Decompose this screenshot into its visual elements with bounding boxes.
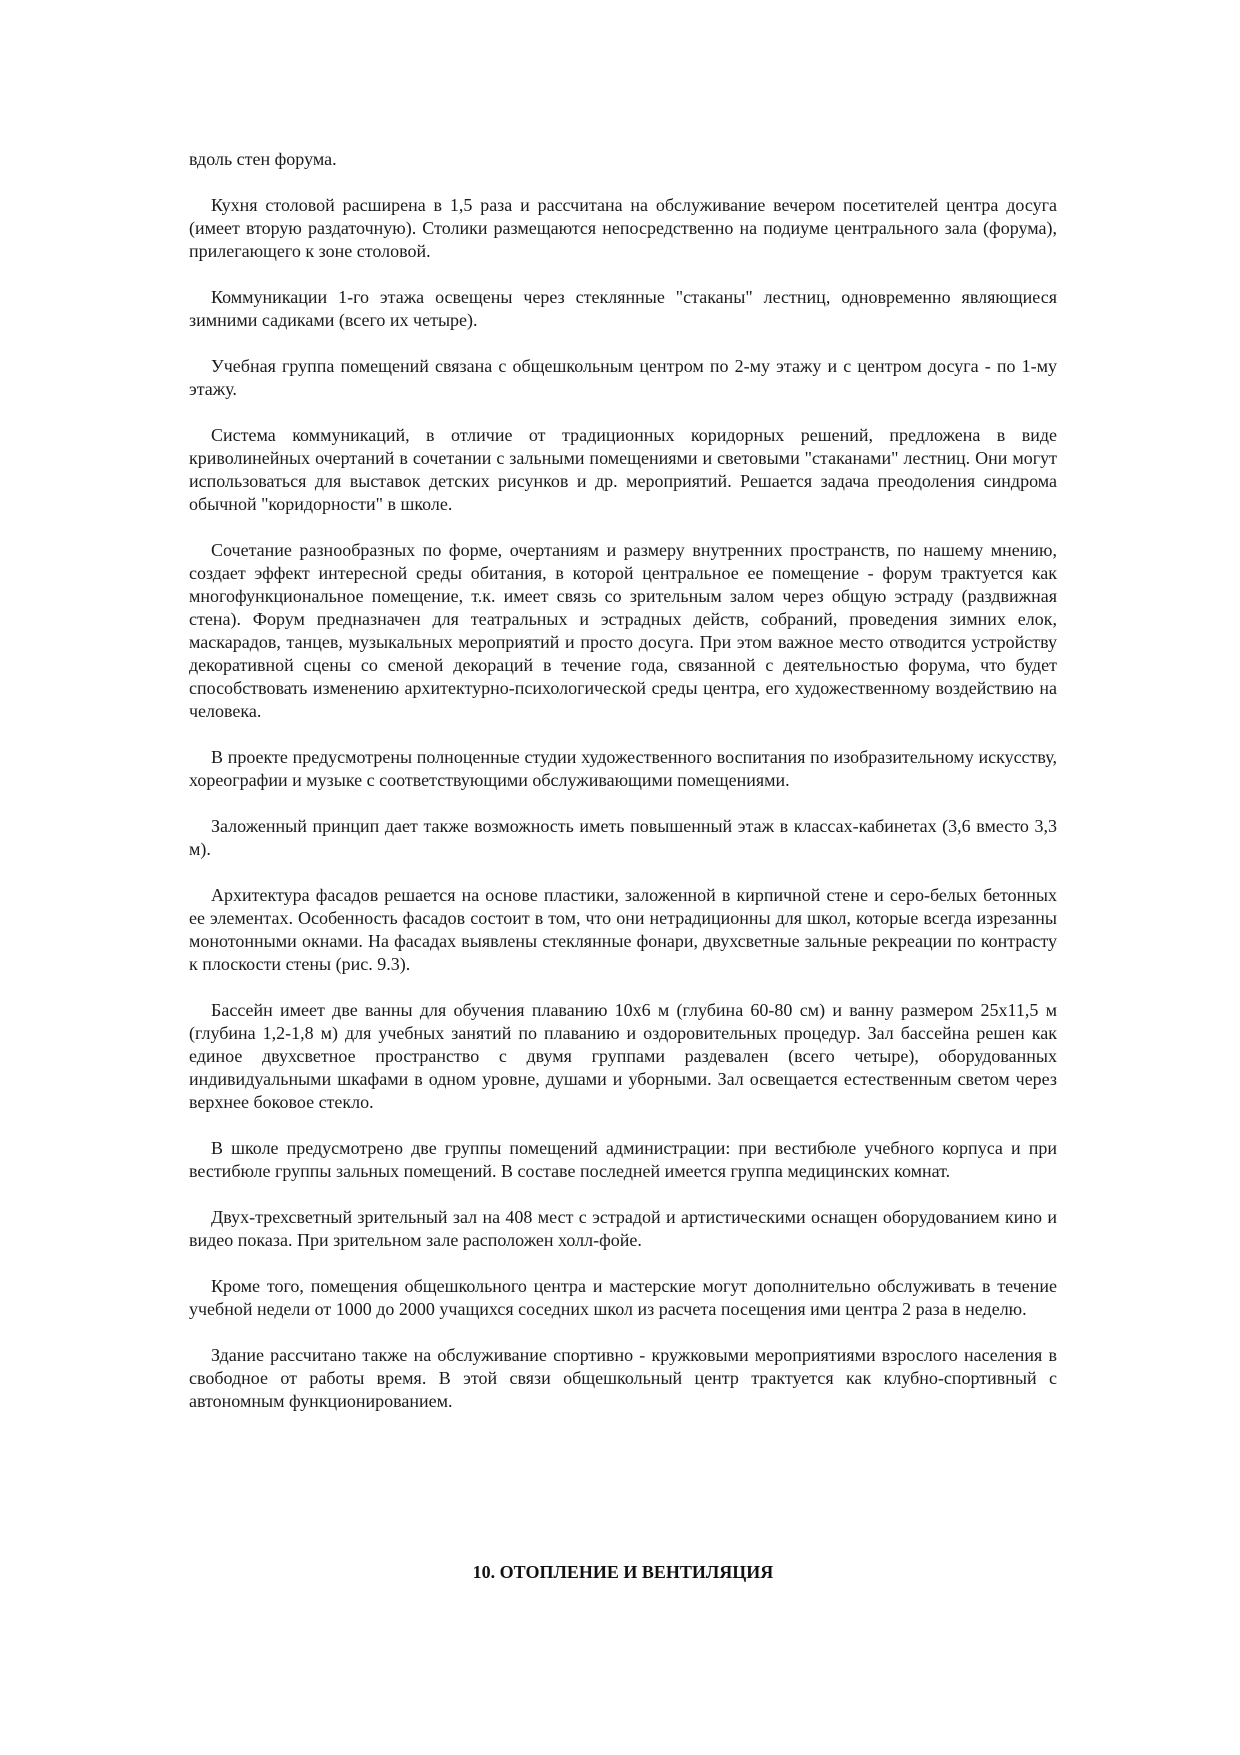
body-text	[189, 148, 1057, 1436]
paragraph-neighbor-schools: Кроме того, помещения общешкольного центра и мастерские могут дополнительно обслуживать в течение учебной недели от 1000 до 2000 учащихся соседних школ из расчета посещения ими центра 2 раза в неделю.	[189, 1276, 1057, 1319]
paragraph-continuation: вдоль стен форума.	[189, 149, 337, 169]
paragraph-auditorium: Двух-трехсветный зрительный зал на 408 мест с эстрадой и артистическими оснащен оборудованием кино и видео показа. При зрительном зале расположен холл-фойе.	[189, 1207, 1057, 1250]
section-heading: 10. ОТОПЛЕНИЕ И ВЕНТИЛЯЦИЯ	[472, 1562, 774, 1582]
paragraph-art-studios: В проекте предусмотрены полноценные студии художественного воспитания по изобразительному искусству, хореографии и музыке с соответствующими обслуживающими помещениями.	[189, 747, 1057, 790]
paragraph-kitchen: Кухня столовой расширена в 1,5 раза и рассчитана на обслуживание вечером посетителей центра досуга (имеет вторую раздаточную). Столики размещаются непосредственно на подиуме центрального зала (форума), прилегающего к зоне столовой.	[189, 195, 1057, 261]
paragraph-administration: В школе предусмотрено две группы помещений администрации: при вестибюле учебного корпуса и при вестибюле группы зальных помещений. В составе последней имеется группа медицинских комнат.	[189, 1138, 1057, 1181]
paragraph-adult-services: Здание рассчитано также на обслуживание спортивно - кружковыми мероприятиями взрослого населения в свободное от работы время. В этой связи общешкольный центр трактуется как клубно-спортивный с автономным функционированием.	[189, 1345, 1057, 1411]
paragraph-teaching-group: Учебная группа помещений связана с общешкольным центром по 2-му этажу и с центром досуга - по 1-му этажу.	[189, 356, 1057, 399]
paragraph-communication-system: Система коммуникаций, в отличие от традиционных коридорных решений, предложена в виде криволинейных очертаний в сочетании с зальными помещениями и световыми "стаканами" лестниц. Они могут использоваться для выставок детских рисунков и др. мероприятий. Решается задача преодоления синдрома обычной "коридорности" в школе.	[189, 425, 1057, 514]
paragraph-facades: Архитектура фасадов решается на основе пластики, заложенной в кирпичной стене и серо-белых бетонных ее элементах. Особенность фасадов состоит в том, что они нетрадиционны для школ, которые всегда изрезанны монотонными окнами. На фасадах выявлены стеклянные фонари, двухсветные зальные рекреации по контрасту к плоскости стены (рис. 9.3).	[189, 885, 1057, 974]
paragraph-communications-floor1: Коммуникации 1-го этажа освещены через стеклянные "стаканы" лестниц, одновременно являющиеся зимними садиками (всего их четыре).	[189, 287, 1057, 330]
paragraph-pool: Бассейн имеет две ванны для обучения плаванию 10х6 м (глубина 60-80 см) и ванну размером 25х11,5 м (глубина 1,2-1,8 м) для учебных занятий по плаванию и оздоровительных процедур. Зал бассейна решен как единое двухсветное пространство с двумя группами раздевален (всего четыре), оборудованных индивидуальными шкафами в одном уровне, душами и уборными. Зал освещается естественным светом через верхнее боковое стекло.	[189, 1000, 1057, 1112]
paragraph-floor-height: Заложенный принцип дает также возможность иметь повышенный этаж в классах-кабинетах (3,6 вместо 3,3 м).	[189, 816, 1057, 859]
paragraph-spaces-combination: Сочетание разнообразных по форме, очертаниям и размеру внутренних пространств, по нашему мнению, создает эффект интересной среды обитания, в которой центральное ее помещение - форум трактуется как многофункциональное помещение, т.к. имеет связь со зрительным залом через общую эстраду (раздвижная стена). Форум предназначен для театральных и эстрадных действ, собраний, проведения зимних елок, маскарадов, танцев, музыкальных мероприятий и просто досуга. При этом важное место отводится устройству декоративной сцены со сменой декораций в течение года, связанной с деятельностью форума, что будет способствовать изменению архитектурно-психологической среды центра, его художественному воздействию на человека.	[189, 540, 1057, 721]
